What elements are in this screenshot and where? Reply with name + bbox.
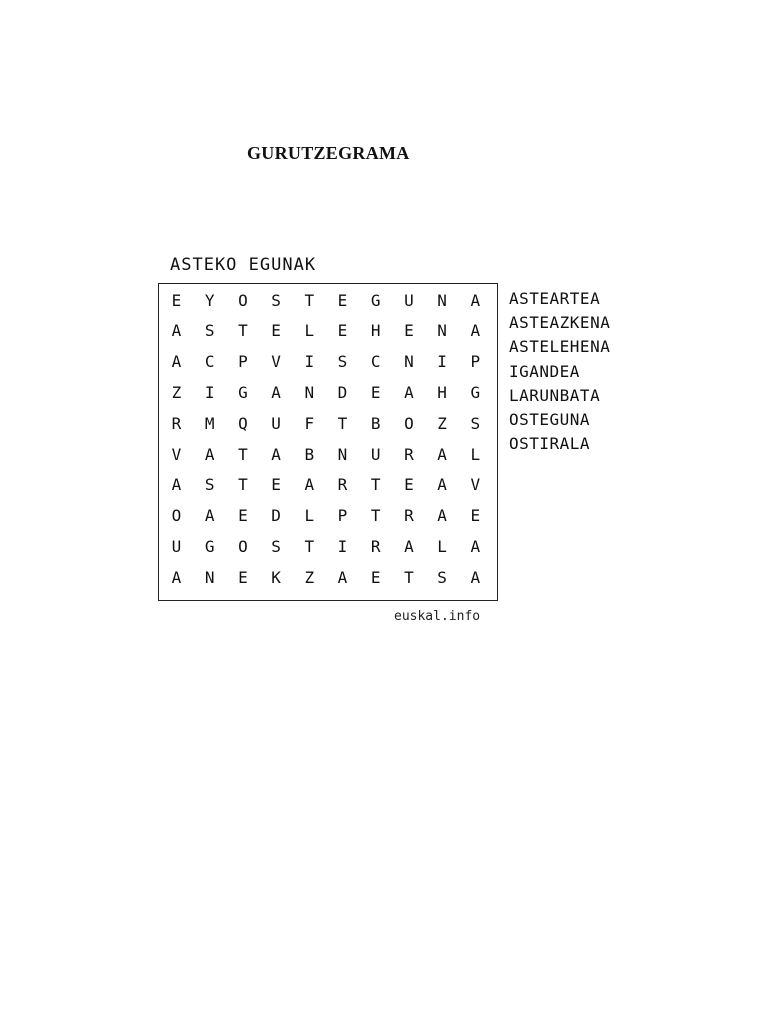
grid-cell: A	[437, 444, 447, 464]
grid-cell: E	[238, 567, 248, 587]
grid-cell: A	[437, 475, 447, 495]
grid-cell: E	[271, 475, 281, 495]
word-list-item: ASTEAZKENA	[509, 313, 611, 333]
grid-cell: U	[370, 444, 381, 464]
grid-cell: S	[271, 290, 281, 310]
grid-cell: L	[304, 506, 315, 526]
grid-row	[159, 563, 497, 593]
grid-cell: T	[370, 506, 381, 526]
grid-cell: T	[304, 290, 315, 310]
grid-cell: O	[404, 413, 414, 433]
grid-cell: E	[337, 290, 348, 310]
grid-cell: I	[437, 352, 447, 372]
grid-cell: T	[337, 413, 348, 433]
grid-cell: V	[171, 444, 182, 464]
grid-cell: N	[437, 321, 447, 341]
grid-cell: U	[271, 413, 281, 433]
grid-cell: I	[204, 382, 215, 402]
grid-cell: P	[470, 352, 481, 372]
grid-cell: A	[204, 506, 215, 526]
grid-cell: N	[337, 444, 348, 464]
grid-cell: G	[204, 536, 215, 556]
grid-cell: T	[238, 475, 248, 495]
source-label: euskal.info	[394, 609, 481, 624]
grid-cell: I	[304, 352, 315, 372]
grid-row	[159, 286, 497, 316]
grid-cell: S	[271, 536, 281, 556]
grid-cell: A	[404, 382, 414, 402]
grid-cell: H	[370, 321, 381, 341]
grid-cell: R	[171, 413, 182, 433]
word-list	[509, 287, 610, 456]
word-list-item: IGANDEA	[509, 361, 580, 381]
grid-cell: Z	[171, 382, 182, 402]
grid-row	[159, 409, 497, 439]
grid-cell: N	[404, 352, 414, 372]
grid-cell: A	[470, 536, 481, 556]
grid-cell: R	[370, 536, 381, 556]
grid-cell: A	[404, 536, 414, 556]
grid-cell: U	[404, 290, 414, 310]
grid-cell: S	[437, 567, 447, 587]
word-list-item: LARUNBATA	[509, 385, 601, 405]
grid-cell: A	[171, 567, 182, 587]
grid-cell: R	[337, 475, 348, 495]
grid-cell: G	[470, 382, 481, 402]
grid-row	[159, 470, 497, 500]
grid-cell: S	[204, 475, 215, 495]
grid-cell: R	[404, 506, 414, 526]
grid-row	[159, 440, 497, 470]
grid-cell: E	[238, 506, 248, 526]
grid-cell: A	[204, 444, 215, 464]
grid-cell: T	[404, 567, 414, 587]
grid-cell: A	[271, 382, 281, 402]
grid-row	[159, 501, 497, 531]
grid-cell: D	[337, 382, 348, 402]
grid-cell: A	[171, 321, 182, 341]
grid-cell: H	[437, 382, 447, 402]
grid-cell: Y	[204, 290, 215, 310]
grid-cell: A	[304, 475, 315, 495]
word-list-item: OSTIRALA	[509, 434, 591, 454]
grid-cell: P	[337, 506, 348, 526]
grid-cell: E	[470, 506, 481, 526]
grid-cell: O	[238, 536, 248, 556]
grid-cell: M	[204, 413, 215, 433]
grid-row	[159, 347, 497, 377]
grid-cell: E	[404, 475, 414, 495]
word-list-item: OSTEGUNA	[509, 410, 591, 430]
grid-cell: E	[370, 567, 381, 587]
grid-cell: L	[304, 321, 315, 341]
grid-cell: T	[238, 444, 248, 464]
grid-cell: D	[271, 506, 281, 526]
grid-cell: E	[271, 321, 281, 341]
grid-cell: T	[304, 536, 315, 556]
word-list-item: ASTELEHENA	[509, 337, 611, 357]
grid-cell: Q	[238, 413, 248, 433]
grid-cell: A	[470, 321, 481, 341]
grid-cell: E	[370, 382, 381, 402]
grid-cell: S	[470, 413, 481, 433]
grid-cell: A	[271, 444, 281, 464]
grid-cell: N	[437, 290, 447, 310]
grid-cell: C	[204, 352, 215, 372]
grid-cell: N	[304, 382, 315, 402]
grid-cell: B	[370, 413, 381, 433]
grid-cell: O	[171, 506, 182, 526]
grid-cell: G	[370, 290, 381, 310]
grid-cell: B	[304, 444, 315, 464]
grid-cell: Z	[304, 567, 315, 587]
grid-cell: S	[204, 321, 215, 341]
grid-cell: T	[370, 475, 381, 495]
grid-cell: T	[238, 321, 248, 341]
grid-cell: O	[238, 290, 248, 310]
grid-cell: E	[404, 321, 414, 341]
grid-cell: U	[171, 536, 182, 556]
grid-cell: E	[337, 321, 348, 341]
grid-cell: A	[171, 352, 182, 372]
grid-cell: A	[437, 506, 447, 526]
grid-cell: V	[470, 475, 481, 495]
grid-cell: A	[470, 290, 481, 310]
page-title: GURUTZEGRAMA	[247, 143, 410, 163]
grid-cell: V	[271, 352, 281, 372]
grid-cell: A	[171, 475, 182, 495]
grid-cell: Z	[437, 413, 447, 433]
grid-cell: A	[337, 567, 348, 587]
grid-cell: I	[337, 536, 348, 556]
grid-cell: L	[470, 444, 481, 464]
grid-cell: P	[238, 352, 248, 372]
word-search-grid	[158, 283, 498, 601]
grid-row	[159, 532, 497, 562]
grid-cell: G	[238, 382, 248, 402]
puzzle-title: ASTEKO EGUNAK	[170, 255, 317, 275]
grid-cell: R	[404, 444, 414, 464]
grid-cell: S	[337, 352, 348, 372]
grid-cell: C	[370, 352, 381, 372]
word-list-item: ASTEARTEA	[509, 289, 601, 308]
grid-cell: L	[437, 536, 447, 556]
grid-cell: F	[304, 413, 315, 433]
grid-row	[159, 316, 497, 346]
grid-cell: E	[171, 290, 182, 310]
grid-cell: A	[470, 567, 481, 587]
grid-row	[159, 378, 497, 408]
grid-cell: N	[204, 567, 215, 587]
grid-cell: K	[271, 567, 281, 587]
